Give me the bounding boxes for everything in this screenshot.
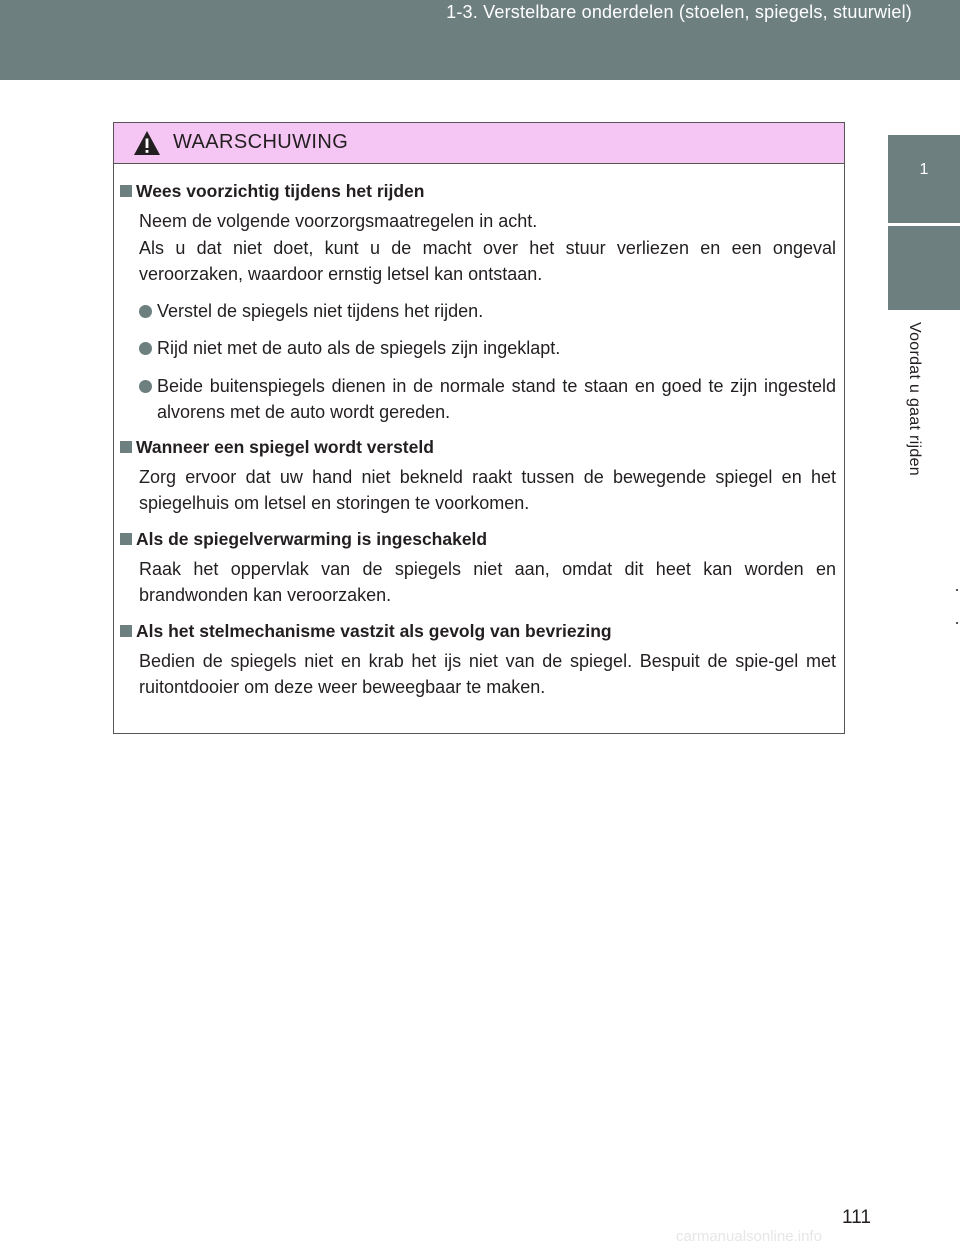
warning-box <box>113 122 845 734</box>
chapter-title: Voordat u gaat rijden <box>906 322 923 476</box>
header-bar <box>0 0 960 80</box>
chapter-tab[interactable] <box>888 135 960 223</box>
warning-paragraph: Zorg ervoor dat uw hand niet bekneld raakt tussen de bewegende spiegel en het spiegelhuis om letsel en storingen te voorkomen. <box>139 466 836 513</box>
warning-paragraph: Raak het oppervlak van de spiegels niet aan, omdat dit heet kan worden en brandwonden kan veroorzaken. <box>139 558 836 605</box>
chapter-number: 1 <box>919 161 929 178</box>
warning-triangle-icon <box>133 130 161 156</box>
watermark: carmanualsonline.info <box>676 1228 822 1245</box>
square-bullet-icon <box>120 533 132 545</box>
square-bullet-icon <box>120 625 132 637</box>
warning-item-heading: Wees voorzichtig tijdens het rijden <box>114 181 844 202</box>
edge-tick <box>956 589 958 591</box>
square-bullet-icon <box>120 185 132 197</box>
warning-paragraph: Neem de volgende voorzorgsmaatregelen in acht. <box>139 211 538 231</box>
warning-paragraph: Als u dat niet doet, kunt u de macht over het stuur verliezen en een ongeval veroorzaken, waardoor ernstig letsel kan ontstaan. <box>139 237 836 284</box>
warning-bullet: Rijd niet met de auto als de spiegels zijn ingeklapt. <box>114 335 844 362</box>
warning-item-heading: Als het stelmechanisme vastzit als gevolg van bevriezing <box>114 621 844 642</box>
edge-tick <box>956 622 958 624</box>
square-bullet-icon <box>120 441 132 453</box>
warning-item-heading: Als de spiegelverwarming is ingeschakeld <box>114 529 844 550</box>
round-bullet-icon <box>139 305 152 318</box>
warning-bullet: Beide buitenspiegels dienen in de normale stand te staan en goed te zijn ingesteld alvorens met de auto wordt gereden. <box>114 373 844 426</box>
warning-bullet: Verstel de spiegels niet tijdens het rijden. <box>114 298 844 325</box>
warning-title: WAARSCHUWING <box>173 131 349 153</box>
warning-paragraph: Bedien de spiegels niet en krab het ijs niet van de spiegel. Bespuit de spie-gel met ruitontdooier om deze weer beweegbaar te maken. <box>139 650 836 697</box>
warning-header <box>114 123 844 164</box>
chapter-tab-lower <box>888 226 960 310</box>
round-bullet-icon <box>139 342 152 355</box>
section-title: 1-3. Verstelbare onderdelen (stoelen, spiegels, stuurwiel) <box>446 2 912 22</box>
page-number: 111 <box>842 1207 871 1228</box>
warning-item-heading: Wanneer een spiegel wordt versteld <box>114 437 844 458</box>
warning-body <box>114 181 844 701</box>
round-bullet-icon <box>139 380 152 393</box>
